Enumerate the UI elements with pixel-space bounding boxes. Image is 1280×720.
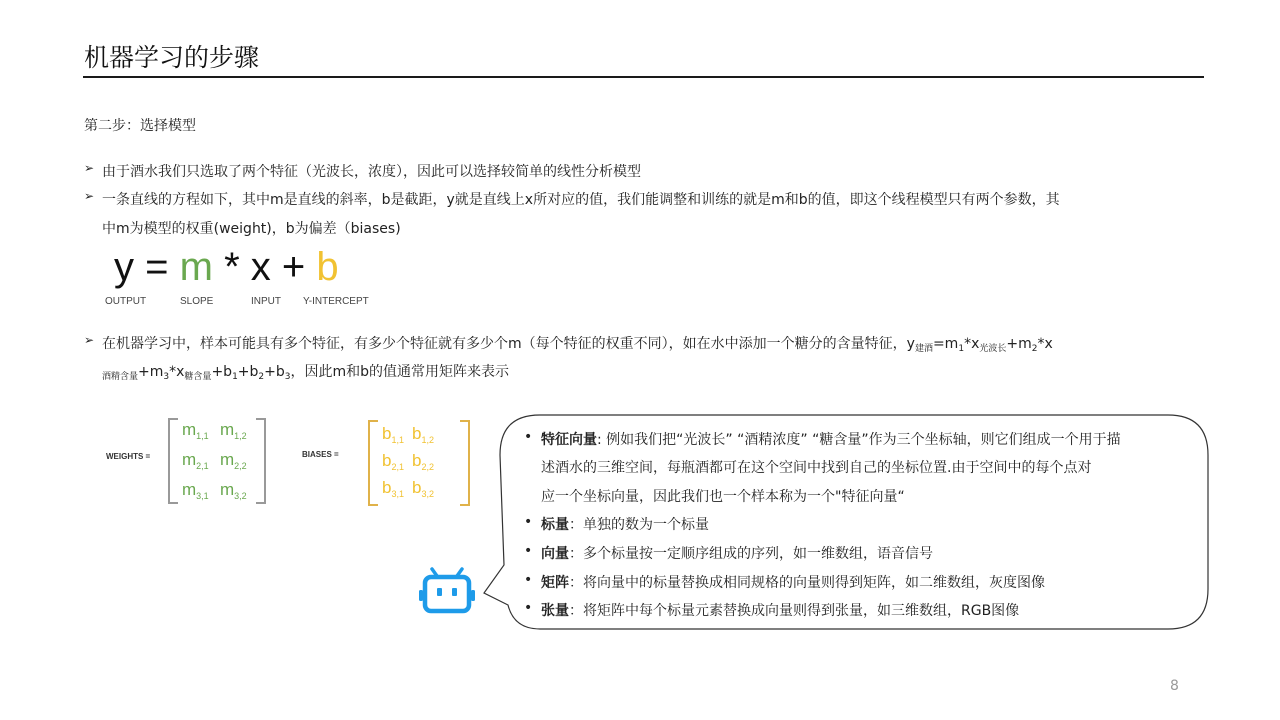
formula-b2: +b (237, 364, 259, 380)
robot-icon (418, 566, 476, 616)
weights-cell-index: 2,1 (196, 461, 209, 471)
eq-b: b (316, 245, 339, 289)
bullet-multi-feature-tail: ，因此m和b的值通常用矩阵来表示 (290, 364, 510, 380)
bubble-matrix (541, 572, 1045, 592)
weights-cell-value: m (220, 450, 235, 469)
formula-t3x-sub: 糖含量 (184, 372, 212, 382)
biases-cell-index: 2,1 (391, 462, 404, 472)
term-matrix: 矩阵 (541, 575, 569, 591)
weights-cell (220, 420, 247, 441)
title-divider (83, 76, 1204, 78)
bubble-feature-vector-l3: 应一个坐标向量，因此我们也一个样本称为一个"特征向量“ (541, 489, 905, 505)
formula-b3-sub: 3 (284, 372, 291, 382)
biases-cell (382, 478, 404, 499)
term-tensor: 张量 (541, 603, 569, 619)
arrow-bullet-icon: ➢ (84, 333, 95, 347)
weights-cell-value: m (182, 420, 197, 439)
bubble-bullet: • (524, 572, 533, 588)
label-input: INPUT (251, 296, 281, 307)
formula-t3x: *x (169, 364, 185, 380)
eq-m: m (179, 245, 213, 289)
biases-cell-index: 3,1 (391, 489, 404, 499)
bubble-tensor (541, 600, 1019, 620)
weights-cell (220, 480, 247, 501)
biases-cell (412, 424, 434, 445)
tensor-desc: ：将矩阵中每个标量元素替换成向量则得到张量，如三维数组，RGB图像 (569, 603, 1020, 619)
formula-t2x-sub: 酒精含量 (102, 372, 139, 382)
weights-cell-index: 1,1 (196, 431, 209, 441)
biases-cell-index: 2,2 (421, 462, 434, 472)
formula-b2-sub: 2 (258, 372, 265, 382)
line-equation (114, 245, 339, 290)
bullet-multi-feature (102, 333, 1053, 354)
formula-t3-sub: 3 (163, 372, 170, 382)
bubble-scalar (541, 514, 709, 534)
biases-cell (382, 451, 404, 472)
biases-cell-value: b (412, 424, 422, 443)
step-heading: 第二步：选择模型 (84, 118, 196, 134)
bullet-multi-feature-cont (102, 361, 509, 382)
bubble-bullet: • (524, 543, 533, 559)
vector-desc: ：多个标量按一定顺序组成的序列，如一维数组，语音信号 (569, 546, 933, 562)
eq-y: y (114, 245, 134, 289)
weights-cell (182, 450, 209, 471)
weights-bracket-right (256, 418, 266, 504)
page-title: 机器学习的步骤 (84, 43, 260, 72)
bullet-features: 由于酒水我们只选取了两个特征（光波长，浓度），因此可以选择较简单的线性分析模型 (102, 164, 641, 180)
bubble-bullet: • (524, 429, 533, 445)
weights-label: WEIGHTS = (106, 452, 151, 461)
formula-t2x: *x (1037, 336, 1053, 352)
eq-equals: = (145, 245, 169, 289)
formula-t1: =m (932, 336, 959, 352)
matrix-desc: ：将向量中的标量替换成相同规格的向量则得到矩阵，如二维数组，灰度图像 (569, 575, 1045, 591)
arrow-bullet-icon: ➢ (84, 189, 95, 203)
label-intercept: Y-INTERCEPT (303, 296, 369, 307)
biases-cell-value: b (382, 424, 392, 443)
term-vector: 向量 (541, 546, 569, 562)
weights-cell-value: m (220, 480, 235, 499)
biases-cell-value: b (412, 451, 422, 470)
biases-cell-value: b (382, 478, 392, 497)
formula-b1-sub: 1 (232, 372, 238, 382)
term-feature-vector: 特征向量 (541, 432, 597, 448)
weights-cell-index: 3,2 (234, 491, 247, 501)
page-number: 8 (1170, 678, 1179, 694)
weights-cell-value: m (182, 480, 197, 499)
formula-b3: +b (264, 364, 285, 380)
formula-t2-sub: 2 (1031, 344, 1038, 354)
weights-cell (182, 480, 209, 501)
biases-cell-value: b (412, 478, 422, 497)
eq-plus: + (281, 245, 306, 289)
bullet-line-equation-cont: 中m为模型的权重(weight)，b为偏差（biases) (102, 221, 401, 237)
biases-bracket-right (460, 420, 470, 506)
biases-cell-index: 1,2 (421, 435, 434, 445)
weights-cell-value: m (182, 450, 197, 469)
bubble-vector (541, 543, 933, 563)
biases-cell-index: 3,2 (421, 489, 434, 499)
weights-cell-value: m (220, 420, 235, 439)
formula-b1: +b (211, 364, 233, 380)
bullet-line-equation: 一条直线的方程如下，其中m是直线的斜率，b是截距，y就是直线上x所对应的值，我们能调整和训练的就是m和b的值，即这个线程模型只有两个参数，其 (102, 192, 1060, 208)
biases-cell-value: b (382, 451, 392, 470)
bubble-feature-vector-l1 (541, 429, 1121, 449)
eq-x: x (250, 245, 271, 289)
weights-bracket-left (168, 418, 178, 504)
label-slope: SLOPE (180, 296, 214, 307)
formula-t1x-sub: 光波长 (979, 344, 1007, 354)
biases-cell (382, 424, 404, 445)
formula-t1-sub: 1 (958, 344, 965, 354)
label-output: OUTPUT (105, 296, 147, 307)
bubble-bullet: • (524, 514, 533, 530)
biases-cell (412, 478, 434, 499)
weights-cell-index: 3,1 (196, 491, 209, 501)
formula-y: y (906, 336, 915, 352)
formula-t3: +m (138, 364, 164, 380)
biases-cell-index: 1,1 (391, 435, 404, 445)
formula-t1x: *x (964, 336, 980, 352)
term-scalar: 标量 (541, 517, 569, 533)
biases-label: BIASES = (302, 450, 339, 459)
bullet-multi-feature-text: 在机器学习中，样本可能具有多个特征，有多少个特征就有多少个m（每个特征的权重不同），如在水中添加一个糖分的含量特征， (102, 336, 907, 352)
bubble-bullet: • (524, 600, 533, 616)
feature-vector-desc-1: : 例如我们把“光波长” “酒精浓度” “糖含量”作为三个坐标轴，则它们组成一个用于描 (597, 432, 1121, 448)
weights-cell (182, 420, 209, 441)
formula-t2: +m (1006, 336, 1032, 352)
formula-y-sub: 建酒 (914, 344, 933, 354)
weights-cell-index: 1,2 (234, 431, 247, 441)
bubble-feature-vector-l2: 述酒水的三维空间，每瓶酒都可在这个空间中找到自己的坐标位置.由于空间中的每个点对 (541, 460, 1092, 476)
arrow-bullet-icon: ➢ (84, 161, 95, 175)
eq-times: * (224, 245, 240, 289)
biases-bracket-left (368, 420, 378, 506)
weights-cell (220, 450, 247, 471)
biases-cell (412, 451, 434, 472)
weights-cell-index: 2,2 (234, 461, 247, 471)
scalar-desc: ：单独的数为一个标量 (569, 517, 709, 533)
